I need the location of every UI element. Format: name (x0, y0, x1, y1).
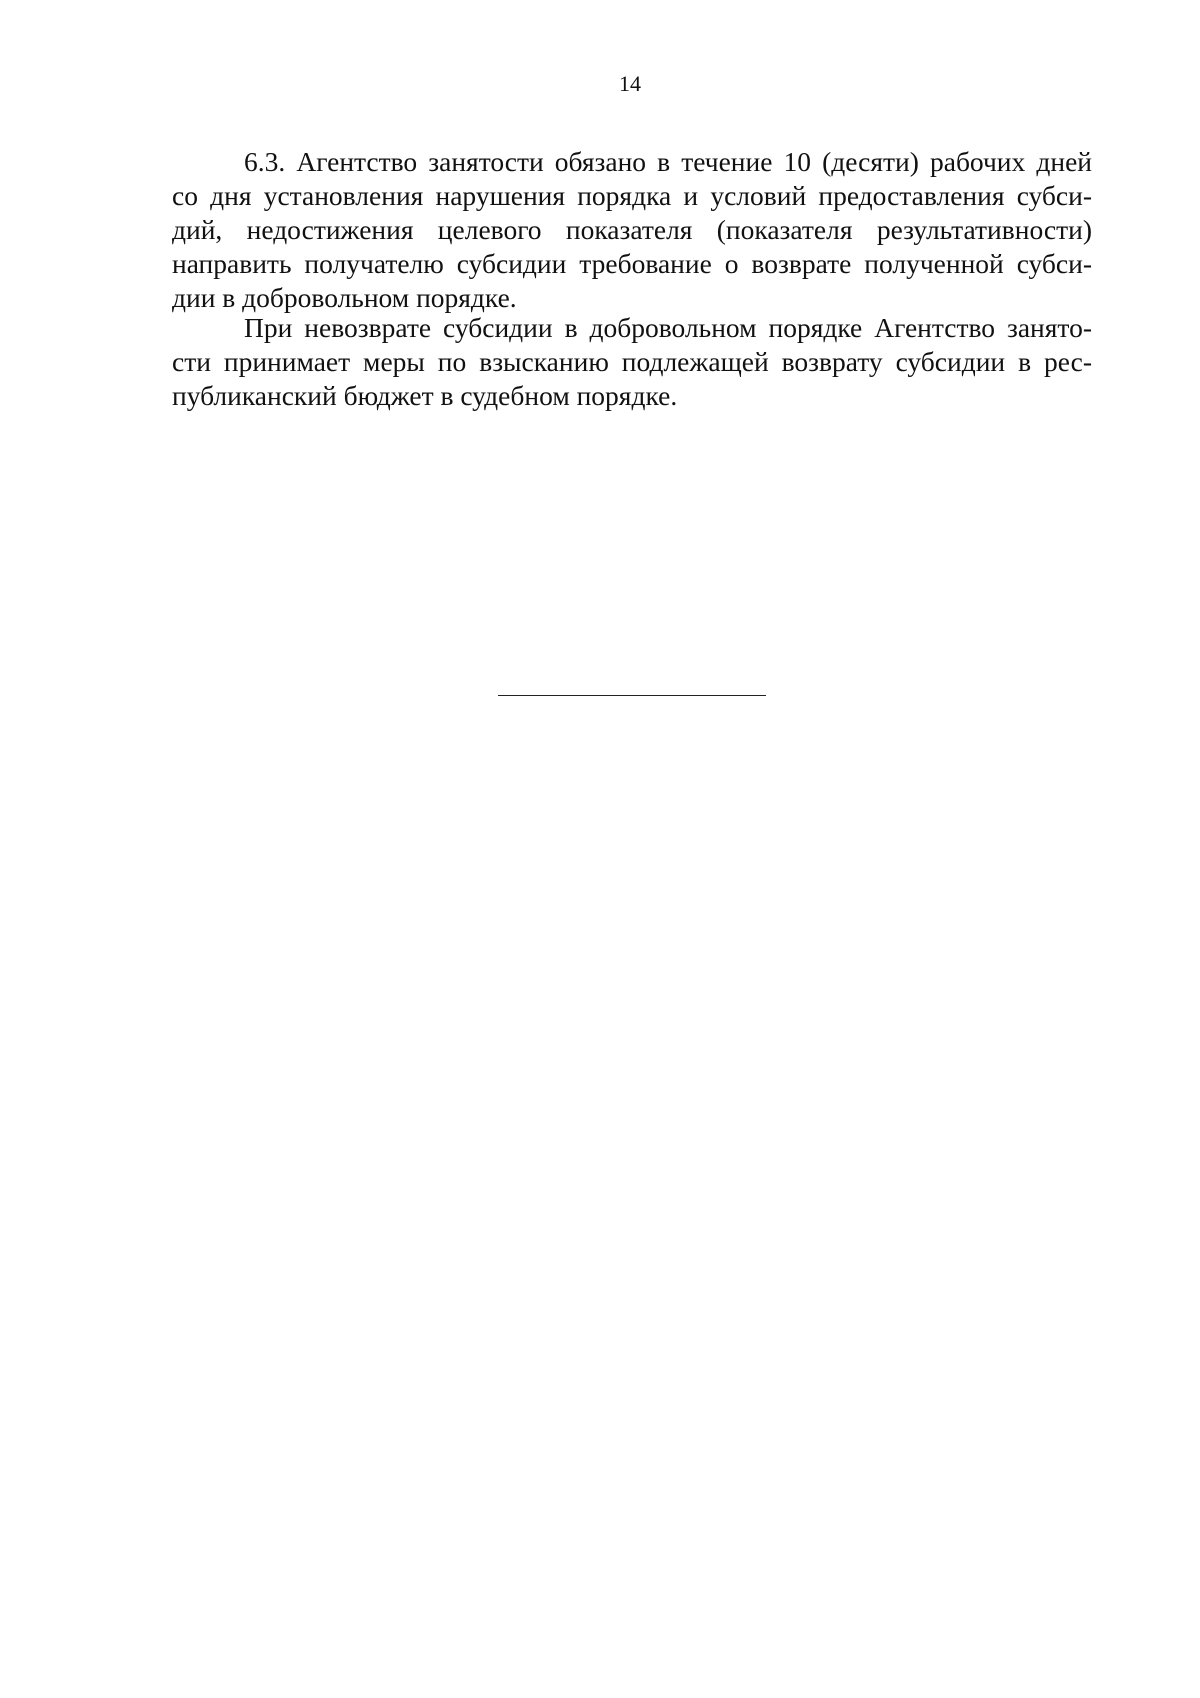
closing-divider (498, 695, 766, 696)
paragraph-line: дии в добровольном порядке. (172, 282, 517, 313)
paragraph-6-3 (172, 145, 1092, 315)
paragraph-line: направить получателю субсидии требование о возврате полученной субси- (172, 248, 1092, 279)
page-number: 14 (619, 71, 641, 96)
paragraph-line: публиканский бюджет в судебном порядке. (172, 380, 678, 411)
paragraph-line: со дня установления нарушения порядка и условий предоставления субси- (172, 180, 1092, 211)
paragraph-line: сти принимает меры по взысканию подлежащей возврату субсидии в рес- (172, 346, 1092, 377)
paragraph-line: дий, недостижения целевого показателя (показателя результативности) (172, 214, 1092, 245)
paragraph-line: 6.3. Агентство занятости обязано в течение 10 (десяти) рабочих дней (244, 146, 1092, 177)
paragraph-line: При невозврате субсидии в добровольном порядке Агентство занято- (244, 312, 1092, 343)
paragraph-nonreturn (172, 311, 1092, 413)
